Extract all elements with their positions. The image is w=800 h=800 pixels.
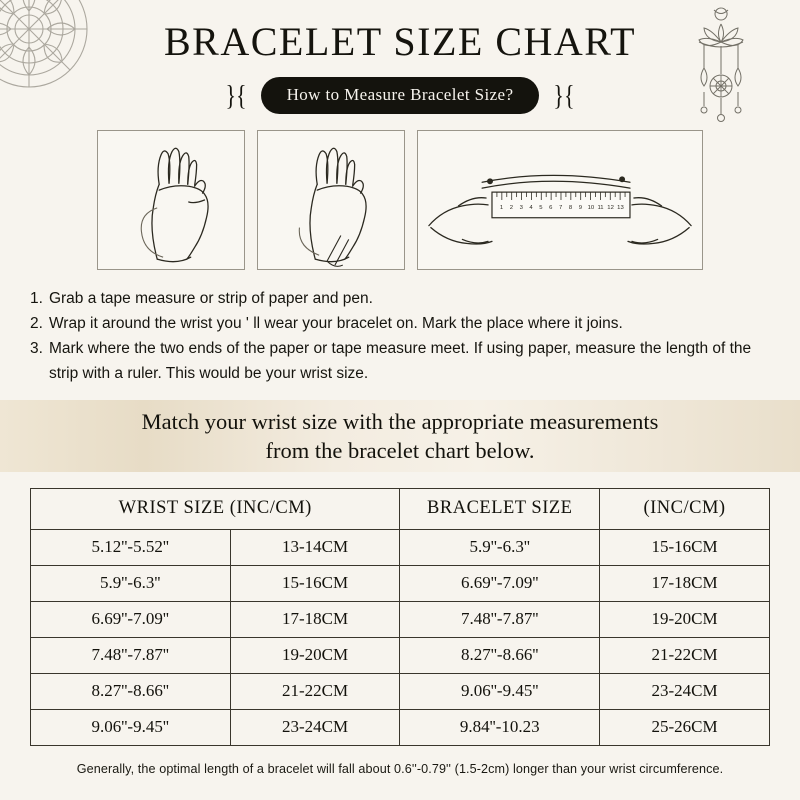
svg-text:1: 1 [499,204,504,211]
svg-text:4: 4 [529,204,533,211]
lotus-ornament-icon [666,2,776,132]
wrist-inch-cell: 5.9''-6.3'' [31,566,231,602]
step-text: Wrap it around the wrist you ' ll wear your bracelet on. Mark the place where it joins. [48,315,623,333]
svg-text:2: 2 [509,204,514,211]
mandala-ornament-icon [0,0,104,104]
size-table [30,488,770,746]
wrist-cm-cell: 13-14CM [230,530,400,566]
table-row [31,674,770,710]
wrist-size-header: WRIST SIZE (INC/CM) [31,489,400,530]
svg-text:5: 5 [539,204,543,211]
wrist-cm-cell: 21-22CM [230,674,400,710]
wrist-inch-cell: 6.69''-7.09'' [31,602,231,638]
flourish-right-icon: }{ [553,78,575,112]
instruction-steps [30,286,770,386]
wrist-inch-cell: 7.48''-7.87'' [31,638,231,674]
page-title: BRACELET SIZE CHART [163,19,637,64]
banner-line-1: Match your wrist size with the appropriate measurements [141,408,659,434]
bracelet-inch-cell: 9.06''-9.45'' [400,674,600,710]
svg-text:8: 8 [568,204,573,211]
svg-text:6: 6 [549,204,553,211]
table-row [31,602,770,638]
step-text: Grab a tape measure or strip of paper and pen. [48,290,373,307]
match-size-banner [0,400,800,472]
wrist-inch-cell: 5.12''-5.52'' [31,530,231,566]
illustration-row [0,130,800,270]
bracelet-cm-cell: 17-18CM [600,566,770,602]
hand-with-paper-strip-illustration [257,130,405,270]
hand-with-tape-measure-illustration [97,130,245,270]
svg-text:13: 13 [617,204,624,211]
table-row [31,566,770,602]
bracelet-inch-cell: 5.9''-6.3'' [400,530,600,566]
wrist-cm-cell: 17-18CM [230,602,400,638]
svg-text:7: 7 [559,204,563,211]
svg-text:9: 9 [578,204,583,211]
step-number: 1. [30,290,43,307]
table-row [31,530,770,566]
wrist-inch-cell: 9.06''-9.45'' [31,710,231,746]
list-item [30,311,770,336]
wrist-cm-cell: 19-20CM [230,638,400,674]
list-item [30,286,770,311]
flourish-left-icon: }{ [225,78,247,112]
banner-line-2: from the bracelet chart below. [265,438,535,464]
bracelet-cm-cell: 23-24CM [600,674,770,710]
svg-text:3: 3 [519,204,523,211]
bracelet-cm-cell: 21-22CM [600,638,770,674]
bracelet-size-header: BRACELET SIZE [400,489,600,530]
bracelet-inch-cell: 7.48''-7.87'' [400,602,600,638]
step-number: 3. [30,340,43,358]
bracelet-size-unit-header: (INC/CM) [600,489,770,530]
bracelet-inch-cell: 8.27''-8.66'' [400,638,600,674]
svg-text:12: 12 [607,204,614,211]
step-text: Mark where the two ends of the paper or tape measure meet. If using paper, measure the length of the strip with a ruler. This would be your wrist size. [48,340,752,383]
wrist-inch-cell: 8.27''-8.66'' [31,674,231,710]
wrist-cm-cell: 23-24CM [230,710,400,746]
list-item [30,336,770,386]
subtitle-pill: How to Measure Bracelet Size? [261,77,540,114]
table-row [31,710,770,746]
bracelet-inch-cell: 9.84''-10.23 [400,710,600,746]
hands-measuring-strip-with-ruler-illustration [417,130,703,270]
svg-text:10: 10 [587,204,595,211]
wrist-cm-cell: 15-16CM [230,566,400,602]
table-row [31,638,770,674]
bracelet-cm-cell: 19-20CM [600,602,770,638]
bracelet-cm-cell: 25-26CM [600,710,770,746]
table-header-row [31,489,770,530]
bracelet-inch-cell: 6.69''-7.09'' [400,566,600,602]
svg-text:11: 11 [597,204,604,211]
step-number: 2. [30,315,43,333]
footnote-text: Generally, the optimal length of a bracelet will fall about 0.6''-0.79'' (1.5-2cm) longer than your wrist circumference. [76,762,724,777]
bracelet-cm-cell: 15-16CM [600,530,770,566]
